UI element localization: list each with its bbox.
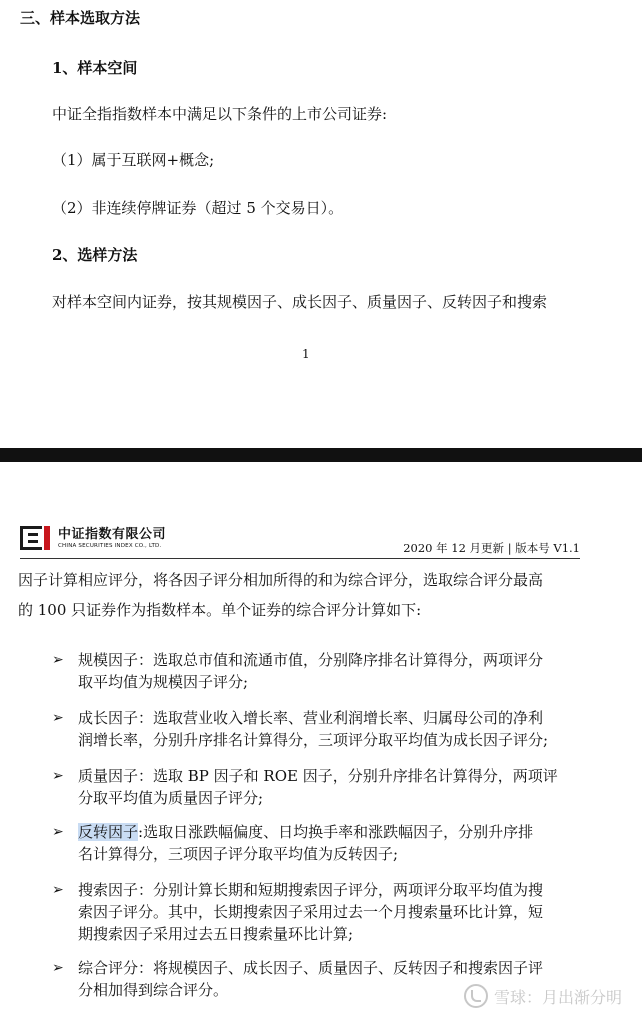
bullet-arrow-icon: ➢ bbox=[52, 824, 64, 840]
update-version-info: 2020 年 12 月更新 | 版本号 V1.1 bbox=[403, 541, 580, 555]
list-item-line: 分取平均值为质量因子评分; bbox=[78, 789, 264, 807]
bullet-arrow-icon: ➢ bbox=[52, 882, 64, 898]
document-page-1 bbox=[0, 0, 642, 448]
list-item-line: 搜索因子：分别计算长期和短期搜索因子评分，两项评分取平均值为搜 bbox=[78, 881, 544, 899]
list-item-line bbox=[78, 822, 533, 842]
body-line-1: 因子计算相应评分，将各因子评分相加所得的和为综合评分，选取综合评分最高 bbox=[18, 571, 544, 589]
list-item-line: 规模因子：选取总市值和流通市值，分别降序排名计算得分，两项评分 bbox=[78, 651, 544, 669]
highlighted-term[interactable]: 反转因子 bbox=[78, 823, 139, 841]
page-separator bbox=[0, 448, 642, 462]
company-logo bbox=[20, 524, 166, 552]
bullet-arrow-icon: ➢ bbox=[52, 652, 64, 668]
logo-english-name: CHINA SECURITIES INDEX CO., LTD. bbox=[58, 542, 162, 549]
condition-1: （1）属于互联网+概念; bbox=[52, 151, 215, 169]
condition-2: （2）非连续停牌证券（超过 5 个交易日）。 bbox=[52, 199, 344, 217]
list-item-line: 取平均值为规模因子评分; bbox=[78, 673, 249, 691]
sample-space-intro: 中证全指指数样本中满足以下条件的上市公司证券: bbox=[52, 105, 388, 123]
list-item-line: 质量因子：选取 BP 因子和 ROE 因子，分别升序排名计算得分，两项评 bbox=[78, 767, 558, 785]
selection-method-text: 对样本空间内证券，按其规模因子、成长因子、质量因子、反转因子和搜索 bbox=[52, 293, 548, 311]
header-rule bbox=[20, 558, 580, 559]
list-item-line: 期搜索因子采用过去五日搜索量环比计算; bbox=[78, 925, 354, 943]
page-number: 1 bbox=[302, 347, 310, 361]
body-line-2: 的 100 只证券作为指数样本。单个证券的综合评分计算如下: bbox=[18, 601, 422, 619]
subsection-title-selection-method: 2、选样方法 bbox=[52, 246, 138, 264]
list-item-line: 综合评分：将规模因子、成长因子、质量因子、反转因子和搜索因子评 bbox=[78, 959, 544, 977]
list-item-line-rest: :选取日涨跌幅偏度、日均换手率和涨跌幅因子，分别升序排 bbox=[138, 823, 534, 841]
list-item-line: 润增长率，分别升序排名计算得分，三项评分取平均值为成长因子评分; bbox=[78, 731, 549, 749]
subsection-title-sample-space: 1、样本空间 bbox=[52, 59, 138, 77]
csi-logo-icon bbox=[20, 526, 54, 550]
section-title: 三、样本选取方法 bbox=[20, 9, 141, 27]
logo-chinese-name: 中证指数有限公司 bbox=[58, 526, 167, 542]
list-item-line: 索因子评分。其中，长期搜索因子采用过去一个月搜索量环比计算，短 bbox=[78, 903, 544, 921]
document-page-2 bbox=[0, 462, 642, 1014]
list-item-line: 成长因子：选取营业收入增长率、营业利润增长率、归属母公司的净利 bbox=[78, 709, 544, 727]
bullet-arrow-icon: ➢ bbox=[52, 768, 64, 784]
snowball-logo-icon bbox=[464, 984, 488, 1008]
watermark bbox=[464, 984, 622, 1008]
bullet-arrow-icon: ➢ bbox=[52, 710, 64, 726]
bullet-arrow-icon: ➢ bbox=[52, 960, 64, 976]
watermark-text: 雪球：月出渐分明 bbox=[493, 987, 622, 1007]
list-item-line: 名计算得分，三项因子评分取平均值为反转因子; bbox=[78, 845, 399, 863]
list-item-line: 分相加得到综合评分。 bbox=[78, 981, 229, 999]
